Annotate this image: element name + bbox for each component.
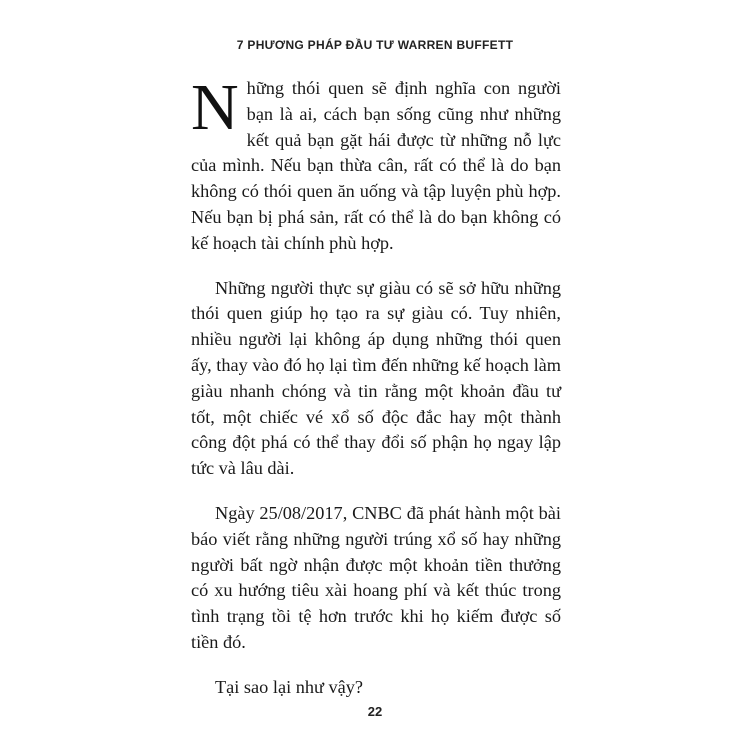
body-text <box>191 71 561 720</box>
drop-cap-letter: N <box>191 71 239 144</box>
paragraph-3: Ngày 25/08/2017, CNBC đã phát hành một bài báo viết rằng những người trúng xổ số hay những người bất ngờ nhận được một khoản tiền thưởng có xu hướng tiêu xài hoang phí và kết thúc trong tình trạng tồi tệ hơn trước khi họ kiếm được số tiền đó. <box>191 502 561 652</box>
paragraph-1-text: hững thói quen sẽ định nghĩa con người bạn là ai, cách bạn sống cũng như những kết quả bạn gặt hái được từ những nỗ lực của mình. Nếu bạn thừa cân, rất có thể là do bạn không có thói quen ăn uống và tập luyện phù hợp. Nếu bạn bị phá sản, rất có thể là do bạn không có kế hoạch tài chính phù hợp. <box>191 78 561 253</box>
paragraph-4: Tại sao lại như vậy? <box>215 676 363 697</box>
page-number: 22 <box>367 704 383 719</box>
paragraph-1 <box>191 71 561 257</box>
running-title: 7 PHƯƠNG PHÁP ĐẦU TƯ WARREN BUFFETT <box>236 38 514 52</box>
paragraph-2: Những người thực sự giàu có sẽ sở hữu những thói quen giúp họ tạo ra sự giàu có. Tuy nhiên, nhiều người lại không áp dụng những thói quen ấy, thay vào đó họ lại tìm đến những kế hoạch làm giàu nhanh chóng và tin rằng một khoản đầu tư tốt, một chiếc vé xổ số độc đắc hay một thành công đột phá có thể thay đổi số phận họ ngay lập tức và lâu dài. <box>191 277 561 479</box>
